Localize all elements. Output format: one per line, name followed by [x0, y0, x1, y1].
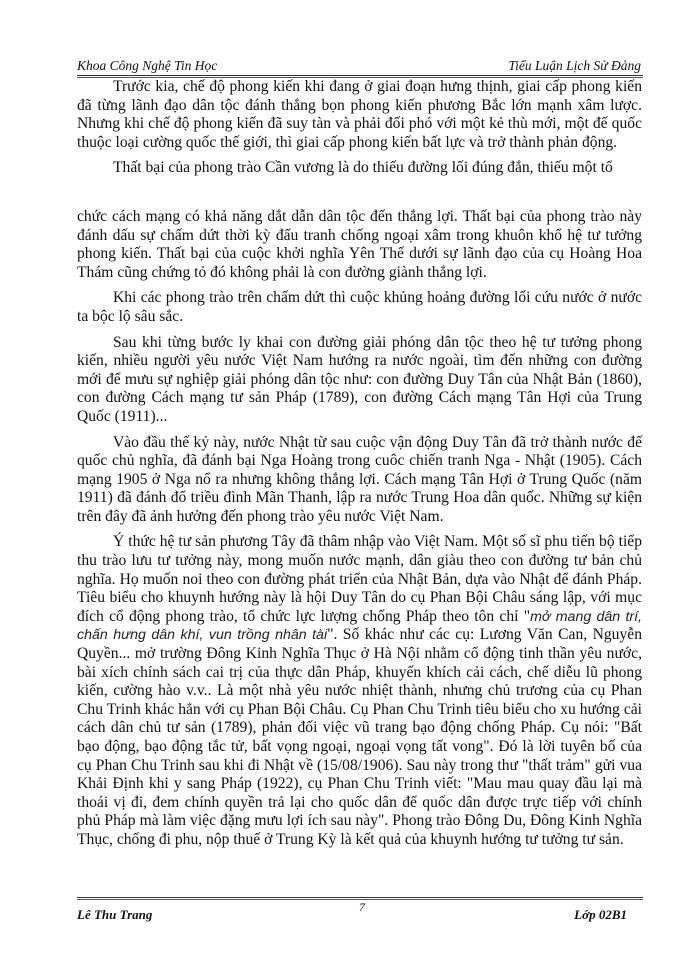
header-title: Tiểu Luận Lịch Sử Đảng	[508, 58, 641, 73]
footer-class: Lớp 02B1	[574, 907, 627, 922]
paragraph-1: Trước kia, chế độ phong kiến khi đang ở giai đoạn hưng thịnh, giai cấp phong kiến đã từng lãnh đạo dân tộc đánh thắng bọn phong kiến phương Bắc lớn mạnh xâm lược. Nhưng khi chế độ phong kiến đã suy tàn và phải đối phó với một kẻ thù mới, một đế quốc thuộc loại cường quốc thế giới, thì giai cấp phong kiến bất lực và trở thành phản động.	[77, 78, 642, 151]
page-footer	[77, 900, 641, 927]
page-number: 7	[359, 900, 365, 914]
paragraph-6-text-a: Ý thức hệ tư sản phương Tây đã thâm nhập vào Việt Nam. Một số sĩ phu tiến bộ tiếp thu trào lưu tư tưởng này, mong muốn nước mạnh, dân giàu theo con đường tư bản chủ nghĩa. Họ muốn noi theo con đường phát triển của Nhật Bản, dựa vào Nhật để đánh Pháp. Tiêu biểu cho khuynh hướng này là hội Duy Tân do cụ Phan Bội Châu sáng lập, với mục đích cổ động phong trào, tổ chức lực lượng chống Pháp theo tôn chỉ "	[77, 533, 642, 625]
paragraph-5: Vào đầu thế kỷ này, nước Nhật từ sau cuộc vận động Duy Tân đã trở thành nước đế quốc chủ nghĩa, đã đánh bại Nga Hoàng trong cuôc chiến tranh Nga - Nhật (1905). Cách mạng 1905 ở Nga nổ ra nhưng không thắng lợi. Cách mạng Tân Hợi ở Trung Quốc (năm 1911) đã đánh đổ triều đình Mãn Thanh, lập ra nước Trung Hoa dân quốc. Những sự kiện trên đây đã ảnh hưởng đến phong trào yêu nước Việt Nam.	[77, 433, 642, 525]
footer-author: Lê Thu Trang	[77, 907, 153, 922]
header-department: Khoa Công Nghệ Tin Học	[77, 58, 218, 73]
paragraph-6	[77, 533, 642, 849]
paragraph-4: Sau khi từng bước ly khai con đường giải phóng dân tộc theo hệ tư tưởng phong kiến, nhiều người yêu nước Việt Nam hướng ra nước ngoài, tìm đến những con đường mới để mưu sự nghiệp giải phóng dân tộc như: con đường Duy Tân của Nhật Bản (1860), con đường Cách mạng tư sản Pháp (1789), con đường Cách mạng Tân Hợi của Trung Quốc (1911)...	[77, 333, 642, 425]
motto-quote: mở mang dân trí, chấn hưng dân khí, vun trồng nhân tài	[77, 608, 642, 644]
document-body	[77, 78, 642, 857]
paragraph-2-continued: chức cách mạng có khả năng dắt dẫn dân tộc đến thắng lợi. Thất bại của phong trào này đánh dấu sự chấm dứt thời kỳ đấu tranh chống ngoại xâm trong khuôn khổ hệ tư tưởng phong kiến. Thất bại của cuộc khởi nghĩa Yên Thế dưới sự lãnh đạo của cụ Hoàng Hoa Thám cũng chứng tỏ đó không phải là con đường giành thắng lợi.	[77, 207, 642, 281]
paragraph-3: Khi các phong trào trên chấm dứt thì cuộc khủng hoảng đường lối cứu nước ở nước ta bộc lộ sâu sắc.	[77, 289, 642, 325]
page-header	[77, 56, 641, 76]
paragraph-6-text-b: ". Số khác như các cụ: Lương Văn Can, Nguyễn Quyền... mở trường Đông Kinh Nghĩa Thục ở Hà Nội nhằm cổ động tinh thần yêu nước, bài xích chính sách cai trị của thực dân Pháp, khuyến khích cải cách, chế diễu lũ phong kiến, cường hào v.v.. Là một nhà yêu nước nhiệt thành, nhưng chủ trương của cụ Phan Chu Trinh khác hẳn với cụ Phan Bội Châu. Cụ Phan Chu Trinh tiêu biểu cho xu hướng cải cách dân chủ tư sản (1789), phản đối việc vũ trang bạo động chống Pháp. Cụ nói: "Bất bạo động, bạo động tắc tử, bất vọng ngoại, ngoại vọng tất vong". Đó là lời tuyên bố của cụ Phan Chu Trinh sau khi đi Nhật về (15/08/1906). Sau này trong thư "thất trảm" gửi vua Khải Định khi y sang Pháp (1922), cụ Phan Chu Trinh viết: "Mau mau quay đầu lại mà thoái vị đi, đem chính quyền trả lại cho quốc dân để quốc dân được trực tiếp với chính phủ Pháp mà làm việc đặng mưu lợi ích sau này". Phong trào Đông Du, Đông Kinh Nghĩa Thục, chống đi phu, nộp thuế ở Trung Kỳ là kết quả của khuynh hướng tư tưởng tư sản.	[77, 626, 642, 848]
paragraph-2: Thất bại của phong trào Cần vương là do thiếu đường lối đúng đắn, thiếu một tổ	[113, 159, 613, 177]
